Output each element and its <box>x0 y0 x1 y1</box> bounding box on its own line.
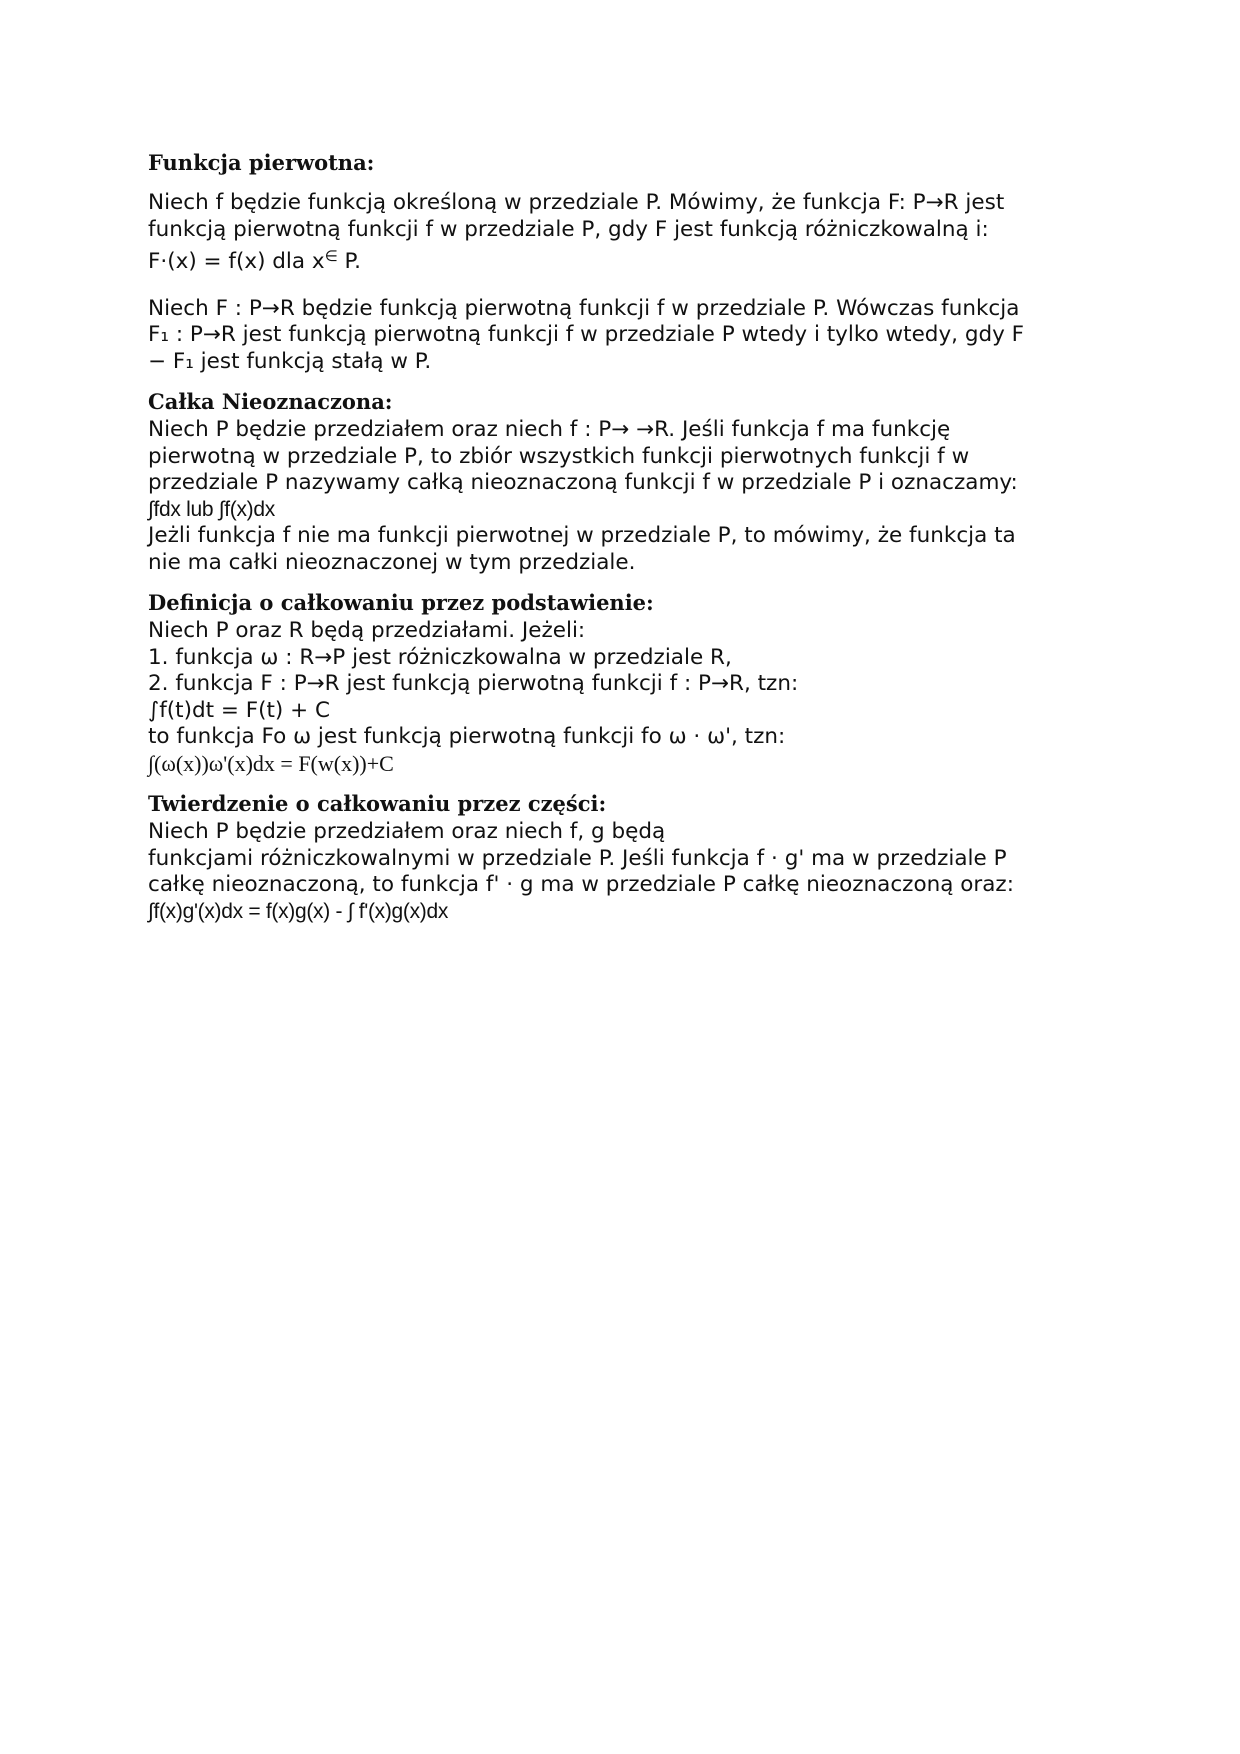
text-line: Niech F : P→R będzie funkcją pierwotną funkcji f w przedziale P. Wówczas funkcja <box>148 295 1020 321</box>
text-line: pierwotną w przedziale P, to zbiór wszystkich funkcji pierwotnych funkcji f w <box>148 443 970 469</box>
heading-calkowanie-przez-czesci: Twierdzenie o całkowaniu przez części: <box>148 791 607 816</box>
text-line: Niech f będzie funkcją określoną w przedziale P. Mówimy, że funkcja F: P→R jest <box>148 190 1005 215</box>
text-line: nie ma całki nieoznaczonej w tym przedziale. <box>148 549 636 575</box>
text-line: całkę nieoznaczoną, to funkcja f' · g ma w przedziale P całkę nieoznaczoną oraz: <box>148 872 1014 897</box>
paragraph-definition-antiderivative <box>148 190 1098 276</box>
formula-text: F·(x) = f(x) dla x <box>148 249 325 274</box>
element-of-symbol: ∈ <box>324 247 338 265</box>
heading-funkcja-pierwotna: Funkcja pierwotna: <box>148 150 375 175</box>
formula-indefinite-integral: ∫fdx lub ∫f(x)dx <box>148 497 275 521</box>
formula-substitution: ∫(ω(x))ω'(x)dx = F(w(x))+C <box>148 750 394 776</box>
list-item: 2. funkcja F : P→R jest funkcją pierwotną funkcji f : P→R, tzn: <box>148 671 799 696</box>
spacer <box>148 777 1098 789</box>
text-line: F₁ : P→R jest funkcją pierwotną funkcji f w przedziale P wtedy i tylko wtedy, gdy F <box>148 322 1025 347</box>
text-line: funkcją pierwotną funkcji f w przedziale P, gdy F jest funkcją różniczkowalną i: <box>148 216 989 242</box>
text-line: Niech P będzie przedziałem oraz niech f, g będą <box>148 819 666 844</box>
paragraph-integration-by-parts <box>148 819 1098 925</box>
text-line: Jeżli funkcja f nie ma funkcji pierwotnej w przedziale P, to mówimy, że funkcja ta <box>148 523 1016 548</box>
heading-calkowanie-przez-podstawienie: Definicja o całkowaniu przez podstawienie: <box>148 590 654 615</box>
paragraph-indefinite-integral <box>148 417 1098 576</box>
formula-integration-by-parts: ∫f(x)g'(x)dx = f(x)g(x) - ∫ f'(x)g(x)dx <box>148 899 449 923</box>
text-line: to funkcja Fo ω jest funkcją pierwotną funkcji fo ω · ω', tzn: <box>148 724 786 749</box>
spacer <box>148 576 1098 588</box>
paragraph-substitution <box>148 618 1098 777</box>
text-line: przedziale P nazywamy całką nieoznaczoną funkcji f w przedziale P i oznaczamy: <box>148 470 1018 495</box>
text-line: − F₁ jest funkcją stałą w P. <box>148 348 432 374</box>
text-line: Niech P oraz R będą przedziałami. Jeżeli: <box>148 618 586 643</box>
spacer <box>148 375 1098 387</box>
formula-line <box>148 243 1098 276</box>
spacer <box>148 276 1098 296</box>
text-line: funkcjami różniczkowalnymi w przedziale P. Jeśli funkcja f · g' ma w przedziale P <box>148 845 1007 871</box>
spacer <box>148 178 1098 190</box>
formula-text: P. <box>337 249 362 274</box>
heading-calka-nieoznaczona: Całka Nieoznaczona: <box>148 389 393 414</box>
list-item: 1. funkcja ω : R→P jest różniczkowalna w przedziale R, <box>148 644 732 670</box>
document-page <box>148 148 1098 925</box>
text-line: Niech P będzie przedziałem oraz niech f : P→ →R. Jeśli funkcja f ma funkcję <box>148 417 951 442</box>
paragraph-antiderivative-uniqueness <box>148 296 1098 376</box>
formula-line: ∫f(t)dt = F(t) + C <box>148 697 331 723</box>
